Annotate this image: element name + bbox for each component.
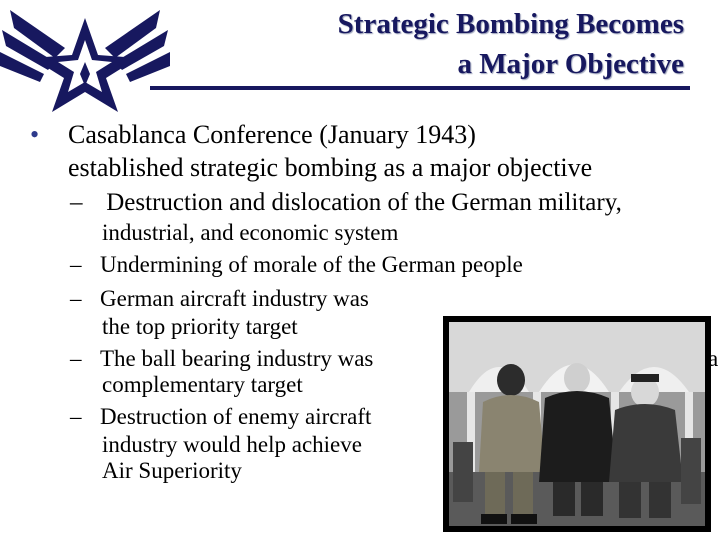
historical-photo-three-leaders: [449, 322, 705, 526]
title-line-1: Strategic Bombing Becomes: [337, 8, 684, 40]
subpoint-1: [70, 188, 622, 217]
bullet-marker: •: [30, 120, 40, 149]
dash-marker: –: [70, 286, 82, 311]
main-bullet-text: [68, 118, 718, 184]
logo: [0, 0, 170, 115]
subpoint-text: Undermining of morale of the German people: [100, 252, 523, 277]
subpoint-2: [70, 250, 523, 279]
subpoint-text: Destruction and dislocation of the German military,: [100, 189, 622, 216]
subpoint-5-cont-2: Air Superiority: [102, 458, 242, 483]
clipped-text-fragment: a: [708, 346, 719, 371]
title-line-2: a Major Objective: [457, 48, 684, 80]
subpoint-text: German aircraft industry was: [100, 286, 369, 311]
subpoint-4: [70, 344, 373, 373]
main-line-2: established strategic bombing as a major objective: [68, 153, 593, 182]
subpoint-5: [70, 402, 371, 431]
title-underline: [150, 86, 690, 90]
dash-marker: –: [70, 189, 83, 216]
subpoint-3: [70, 284, 369, 313]
photo-image: [449, 322, 705, 526]
air-force-wings-icon: [0, 0, 170, 115]
subpoint-5-cont-1: industry would help achieve: [102, 432, 362, 457]
subpoint-4-cont: complementary target: [102, 372, 303, 397]
historical-photo: [443, 316, 711, 532]
subpoint-text: The ball bearing industry was: [100, 346, 374, 371]
dash-marker: –: [70, 404, 82, 429]
subpoint-text: Destruction of enemy aircraft: [100, 404, 372, 429]
dash-marker: –: [70, 346, 82, 371]
main-line-1: Casablanca Conference (January 1943): [68, 120, 476, 149]
dash-marker: –: [70, 252, 82, 277]
slide-title: [338, 4, 684, 84]
subpoint-3-cont: the top priority target: [102, 314, 298, 339]
subpoint-1-cont: industrial, and economic system: [102, 220, 399, 245]
